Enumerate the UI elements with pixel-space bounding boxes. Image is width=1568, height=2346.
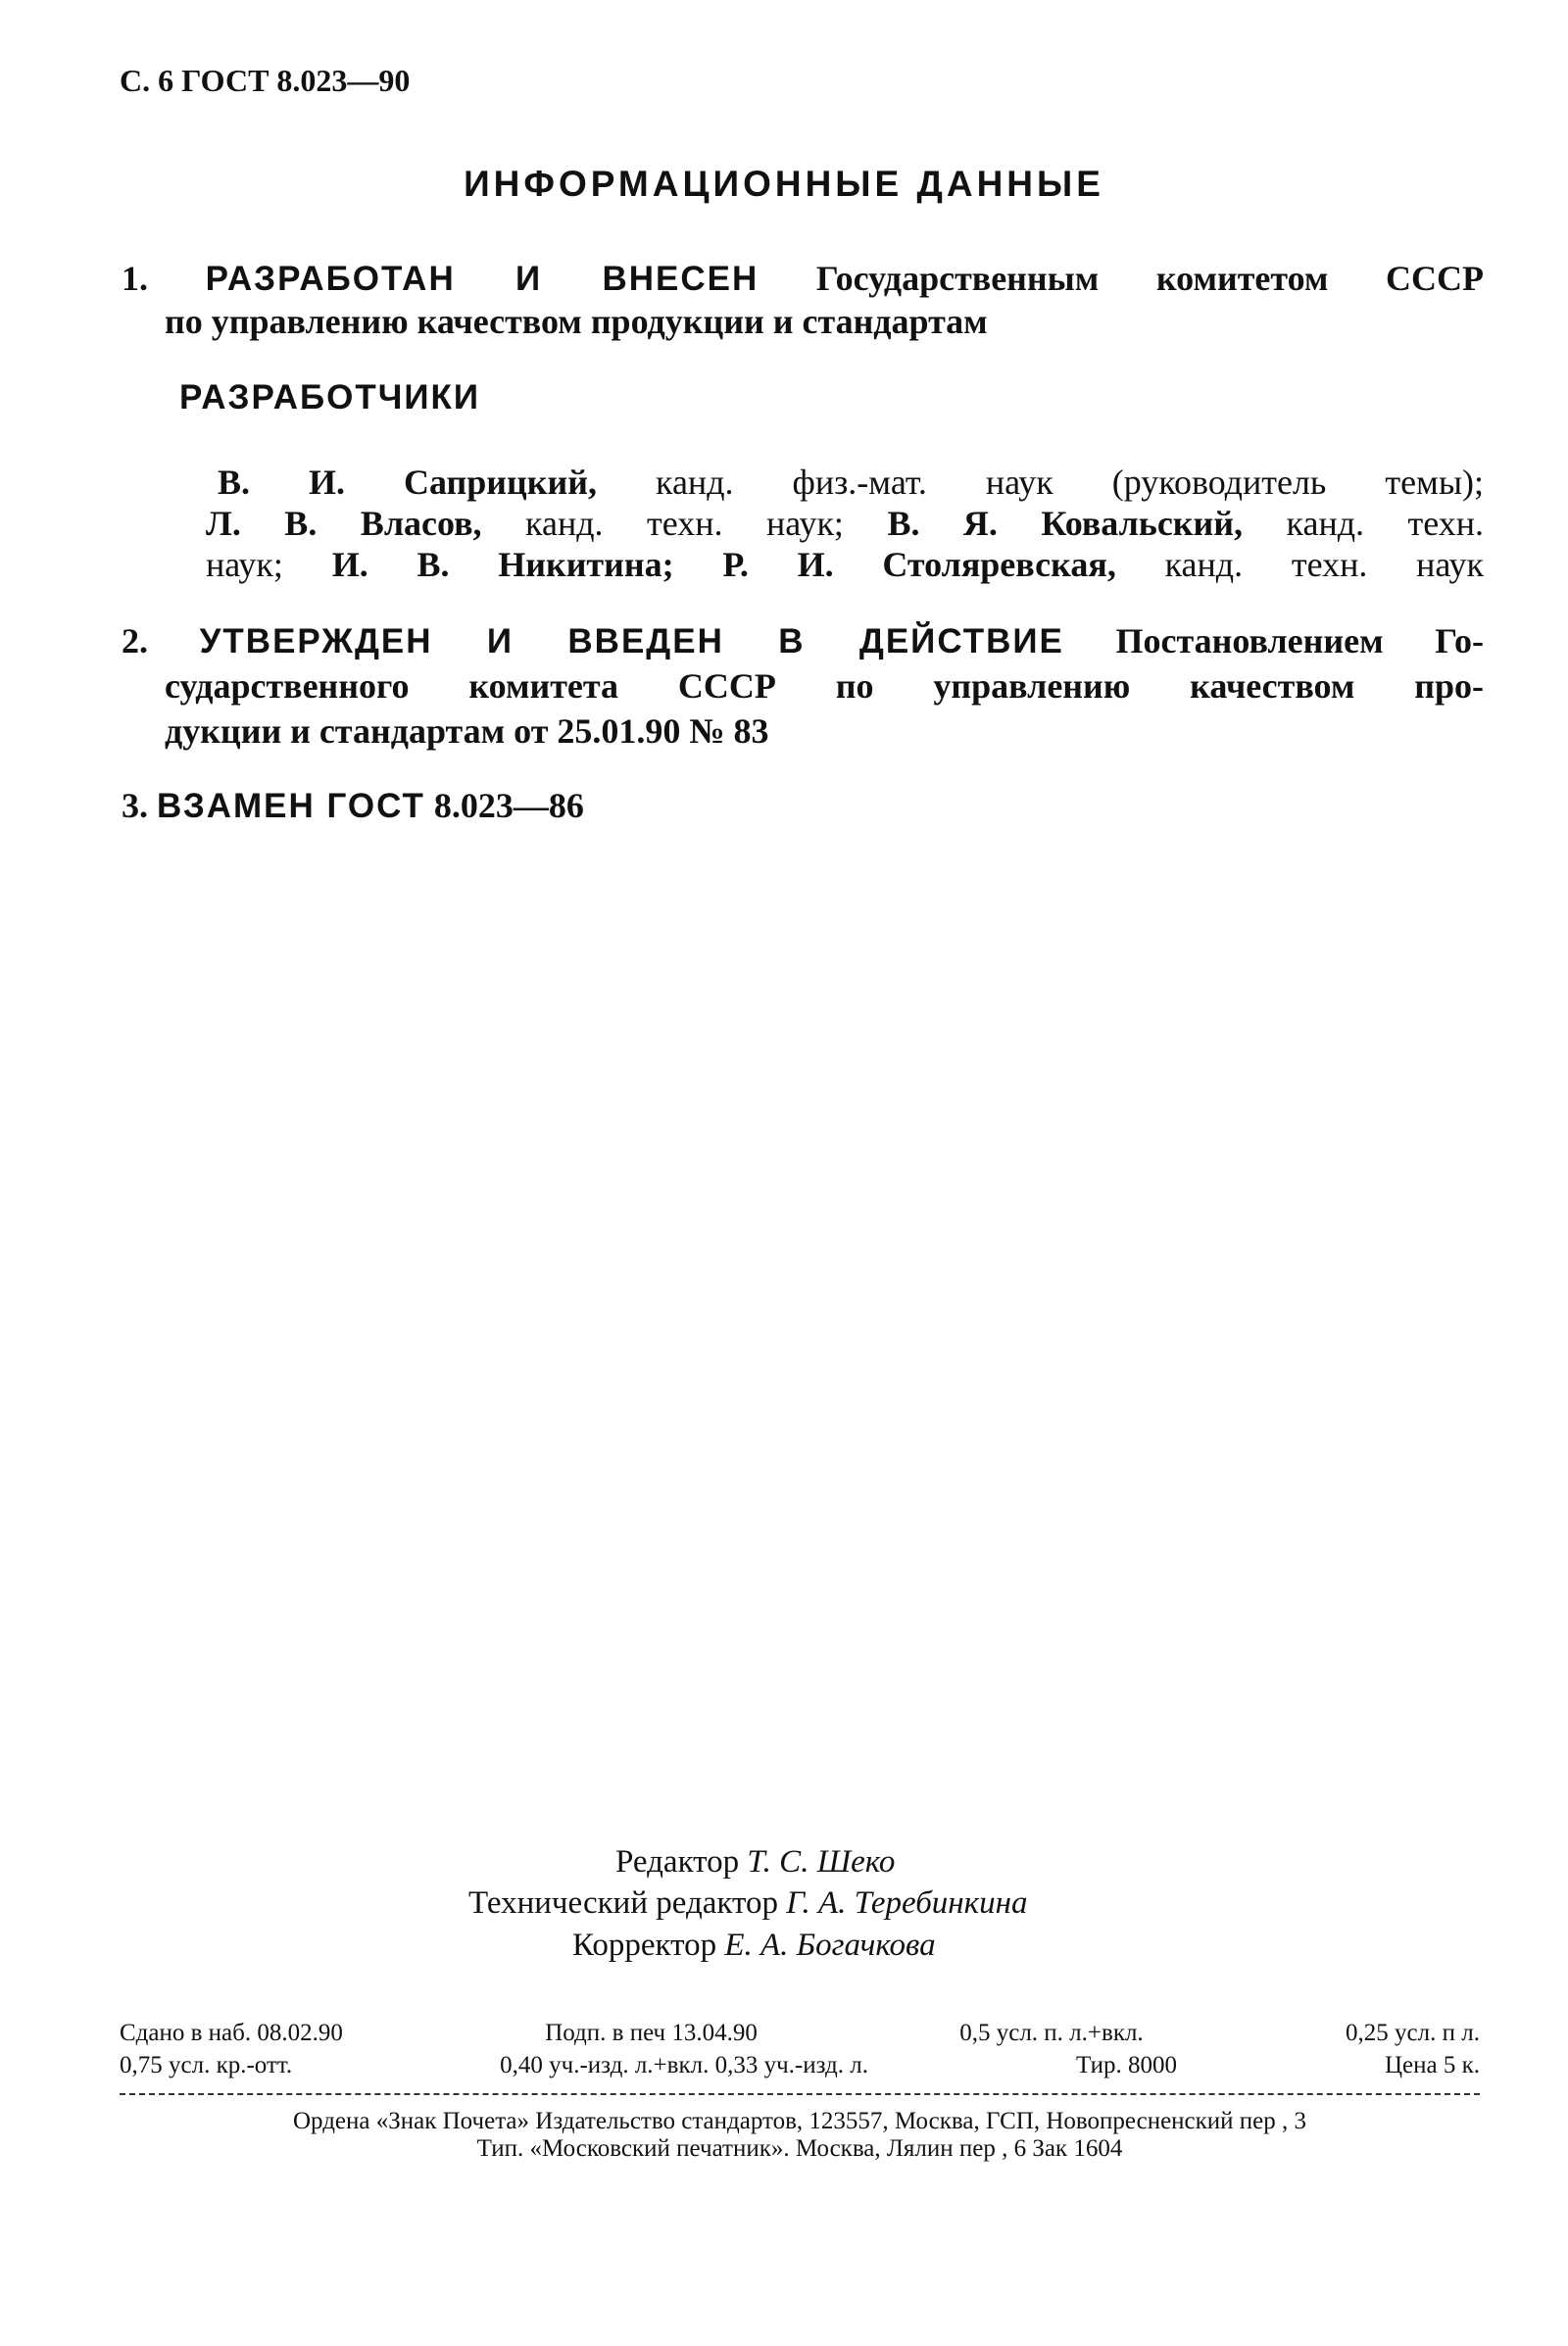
item-text: 8.023—86 [433,786,584,825]
standard-number: ГОСТ 8.023—90 [181,63,411,98]
item-heading: РАЗРАБОТАН И ВНЕСЕН [205,260,760,298]
developer-name: В. Я. Ковальский, [887,504,1244,543]
editor-role: Корректор [572,1928,717,1963]
developer-name: И. В. Никитина; [331,545,674,584]
developer-degree: канд. техн. наук [1164,545,1485,584]
imprint-line-1 [120,2019,1480,2048]
item-number: 3. [122,786,148,825]
item-1-line-1 [122,257,1484,301]
developer-degree: наук; [206,545,283,584]
item-3-line-1 [122,784,584,828]
developer-name: В. И. Саприцкий, [218,463,597,502]
page-number: С. 6 [120,63,174,98]
page-title: ИНФОРМАЦИОННЫЕ ДАННЫЕ [464,164,1104,204]
imprint-field: 0,40 уч.-изд. л.+вкл. 0,33 уч.-изд. л. [500,2052,868,2078]
imprint-line-2 [120,2051,1480,2080]
item-text: Постановлением Го- [1115,621,1485,660]
editor-role: Редактор [615,1844,740,1880]
running-header [120,59,410,102]
developer-degree: канд. физ.-мат. наук (руководитель темы); [656,463,1485,502]
developer-name: Л. В. Власов, [206,504,482,543]
imprint-field: Тир. 8000 [1075,2052,1177,2078]
imprint-field: Цена 5 к. [1384,2052,1480,2078]
editor-name: Г. А. Теребинкина [786,1885,1028,1921]
editor-name: Е. А. Богачкова [724,1928,936,1963]
developers-heading: РАЗРАБОТЧИКИ [179,378,481,416]
item-2-line-2: сударственного комитета СССР по управлению качеством про- [165,666,1484,706]
item-number: 1. [122,259,148,298]
item-2-line-3: дукции и стандартам от 25.01.90 № 83 [165,711,769,751]
editor-line [615,1840,895,1883]
imprint-field: Сдано в наб. 08.02.90 [120,2020,343,2046]
developers-line-3 [206,543,1484,586]
developer-name: Р. И. Столяревская, [722,545,1116,584]
printer-line: Тип. «Московский печатник». Москва, Лялин пер , 6 Зак 1604 [476,2135,1123,2162]
tech-editor-line [468,1882,1027,1925]
imprint-field: 0,25 усл. п л. [1346,2020,1480,2046]
item-heading: УТВЕРЖДЕН И ВВЕДЕН В ДЕЙСТВИЕ [199,622,1064,660]
editor-role: Технический редактор [468,1885,778,1921]
item-1-line-2: по управлению качеством продукции и стандартам [165,302,988,341]
editor-name: Т. С. Шеко [747,1844,896,1880]
item-text: Государственным комитетом СССР [815,259,1485,298]
corrector-line [572,1924,936,1967]
item-number: 2. [122,621,148,660]
item-2-line-1 [122,619,1484,663]
developer-degree: канд. техн. [1286,504,1485,543]
publisher-line: Ордена «Знак Почета» Издательство стандартов, 123557, Москва, ГСП, Новопресненский пер , 3 [292,2108,1307,2134]
developers-line-2 [206,502,1484,545]
imprint-field: 0,75 усл. кр.-отт. [120,2052,293,2078]
developers-line-1 [218,461,1484,504]
developer-degree: канд. техн. наук; [525,504,844,543]
divider [120,2093,1480,2095]
imprint-field: 0,5 усл. п. л.+вкл. [959,2020,1144,2046]
imprint-field: Подп. в печ 13.04.90 [545,2020,758,2046]
item-heading: ВЗАМЕН ГОСТ [157,787,425,825]
